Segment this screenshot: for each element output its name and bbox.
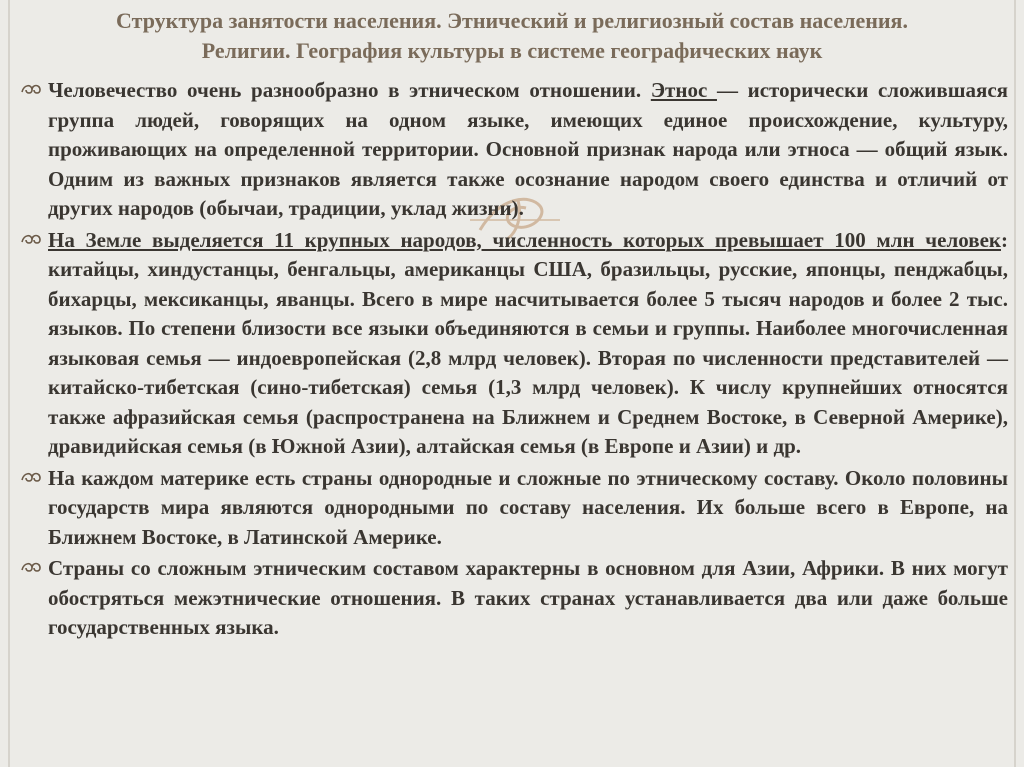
bullet-item-complex-countries <box>20 554 1008 643</box>
bullet-list <box>20 76 1008 645</box>
bullet-text-rest: — исторически сложившаяся группа людей, говорящих на одном языке, имеющих единое происхождение, культуру, проживающих на определенной территории. Основной признак народа или этноса — общий язык. Одним из важных признаков является также осознание народом своего единства и отличий от других народов (обычаи, традиции, уклад жизни). <box>48 78 1009 220</box>
title-line-2: Религии. География культуры в системе географических наук <box>201 38 823 63</box>
title-line-1: Структура занятости населения. Этнический и религиозный состав населения. <box>116 8 908 33</box>
slide-title <box>30 6 994 66</box>
left-frame-line <box>8 0 10 767</box>
bullet-underlined-phrase: На Земле выделяется 11 крупных народов, численность которых превышает 100 млн человек <box>48 227 1001 252</box>
scroll-flourish-icon <box>20 468 42 486</box>
scroll-flourish-icon <box>20 230 42 248</box>
bullet-text-rest: : китайцы, хиндустанцы, бенгальцы, американцы США, бразильцы, русские, японцы, пенджабцы, бихарцы, мексиканцы, яванцы. Всего в мире насчитывается более 5 тысяч народов и более 2 тыс. языков. По степени близости все языки объединяются в семьи и группы. Наиболее многочисленная языковая семья — индоевропейская (2,8 млрд человек). Вторая по численности представителей — китайско-тибетская (сино-тибетская) семья (1,3 млрд человек). К числу крупнейших относятся также афразийская семья (распространена на Ближнем и Среднем Востоке, в Северной Америке), дравидийская семья (в Южной Азии), алтайская семья (в Европе и Азии) и др. <box>48 227 1008 458</box>
bullet-text-part: На каждом материке есть страны однородные и сложные по этническому составу. Около половины государств мира являются однородными по составу населения. Их больше всего в Европе, на Ближнем Востоке, в Латинской Америке. <box>48 465 1008 549</box>
bullet-item-ethnos <box>20 76 1008 224</box>
bullet-item-homogeneous-countries <box>20 464 1008 553</box>
right-frame-line <box>1014 0 1016 767</box>
scroll-flourish-icon <box>20 80 42 98</box>
scroll-flourish-icon <box>20 558 42 576</box>
bullet-underlined-term: Этнос <box>650 78 717 102</box>
bullet-text-part: Страны со сложным этническим составом характерны в основном для Азии, Африки. В них могут обостряться межэтнические отношения. В таких странах устанавливается два или даже больше государственных языка. <box>48 556 1008 639</box>
bullet-text-part: Человечество очень разнообразно в этническом отношении. <box>48 78 651 102</box>
bullet-item-large-peoples <box>20 226 1008 462</box>
